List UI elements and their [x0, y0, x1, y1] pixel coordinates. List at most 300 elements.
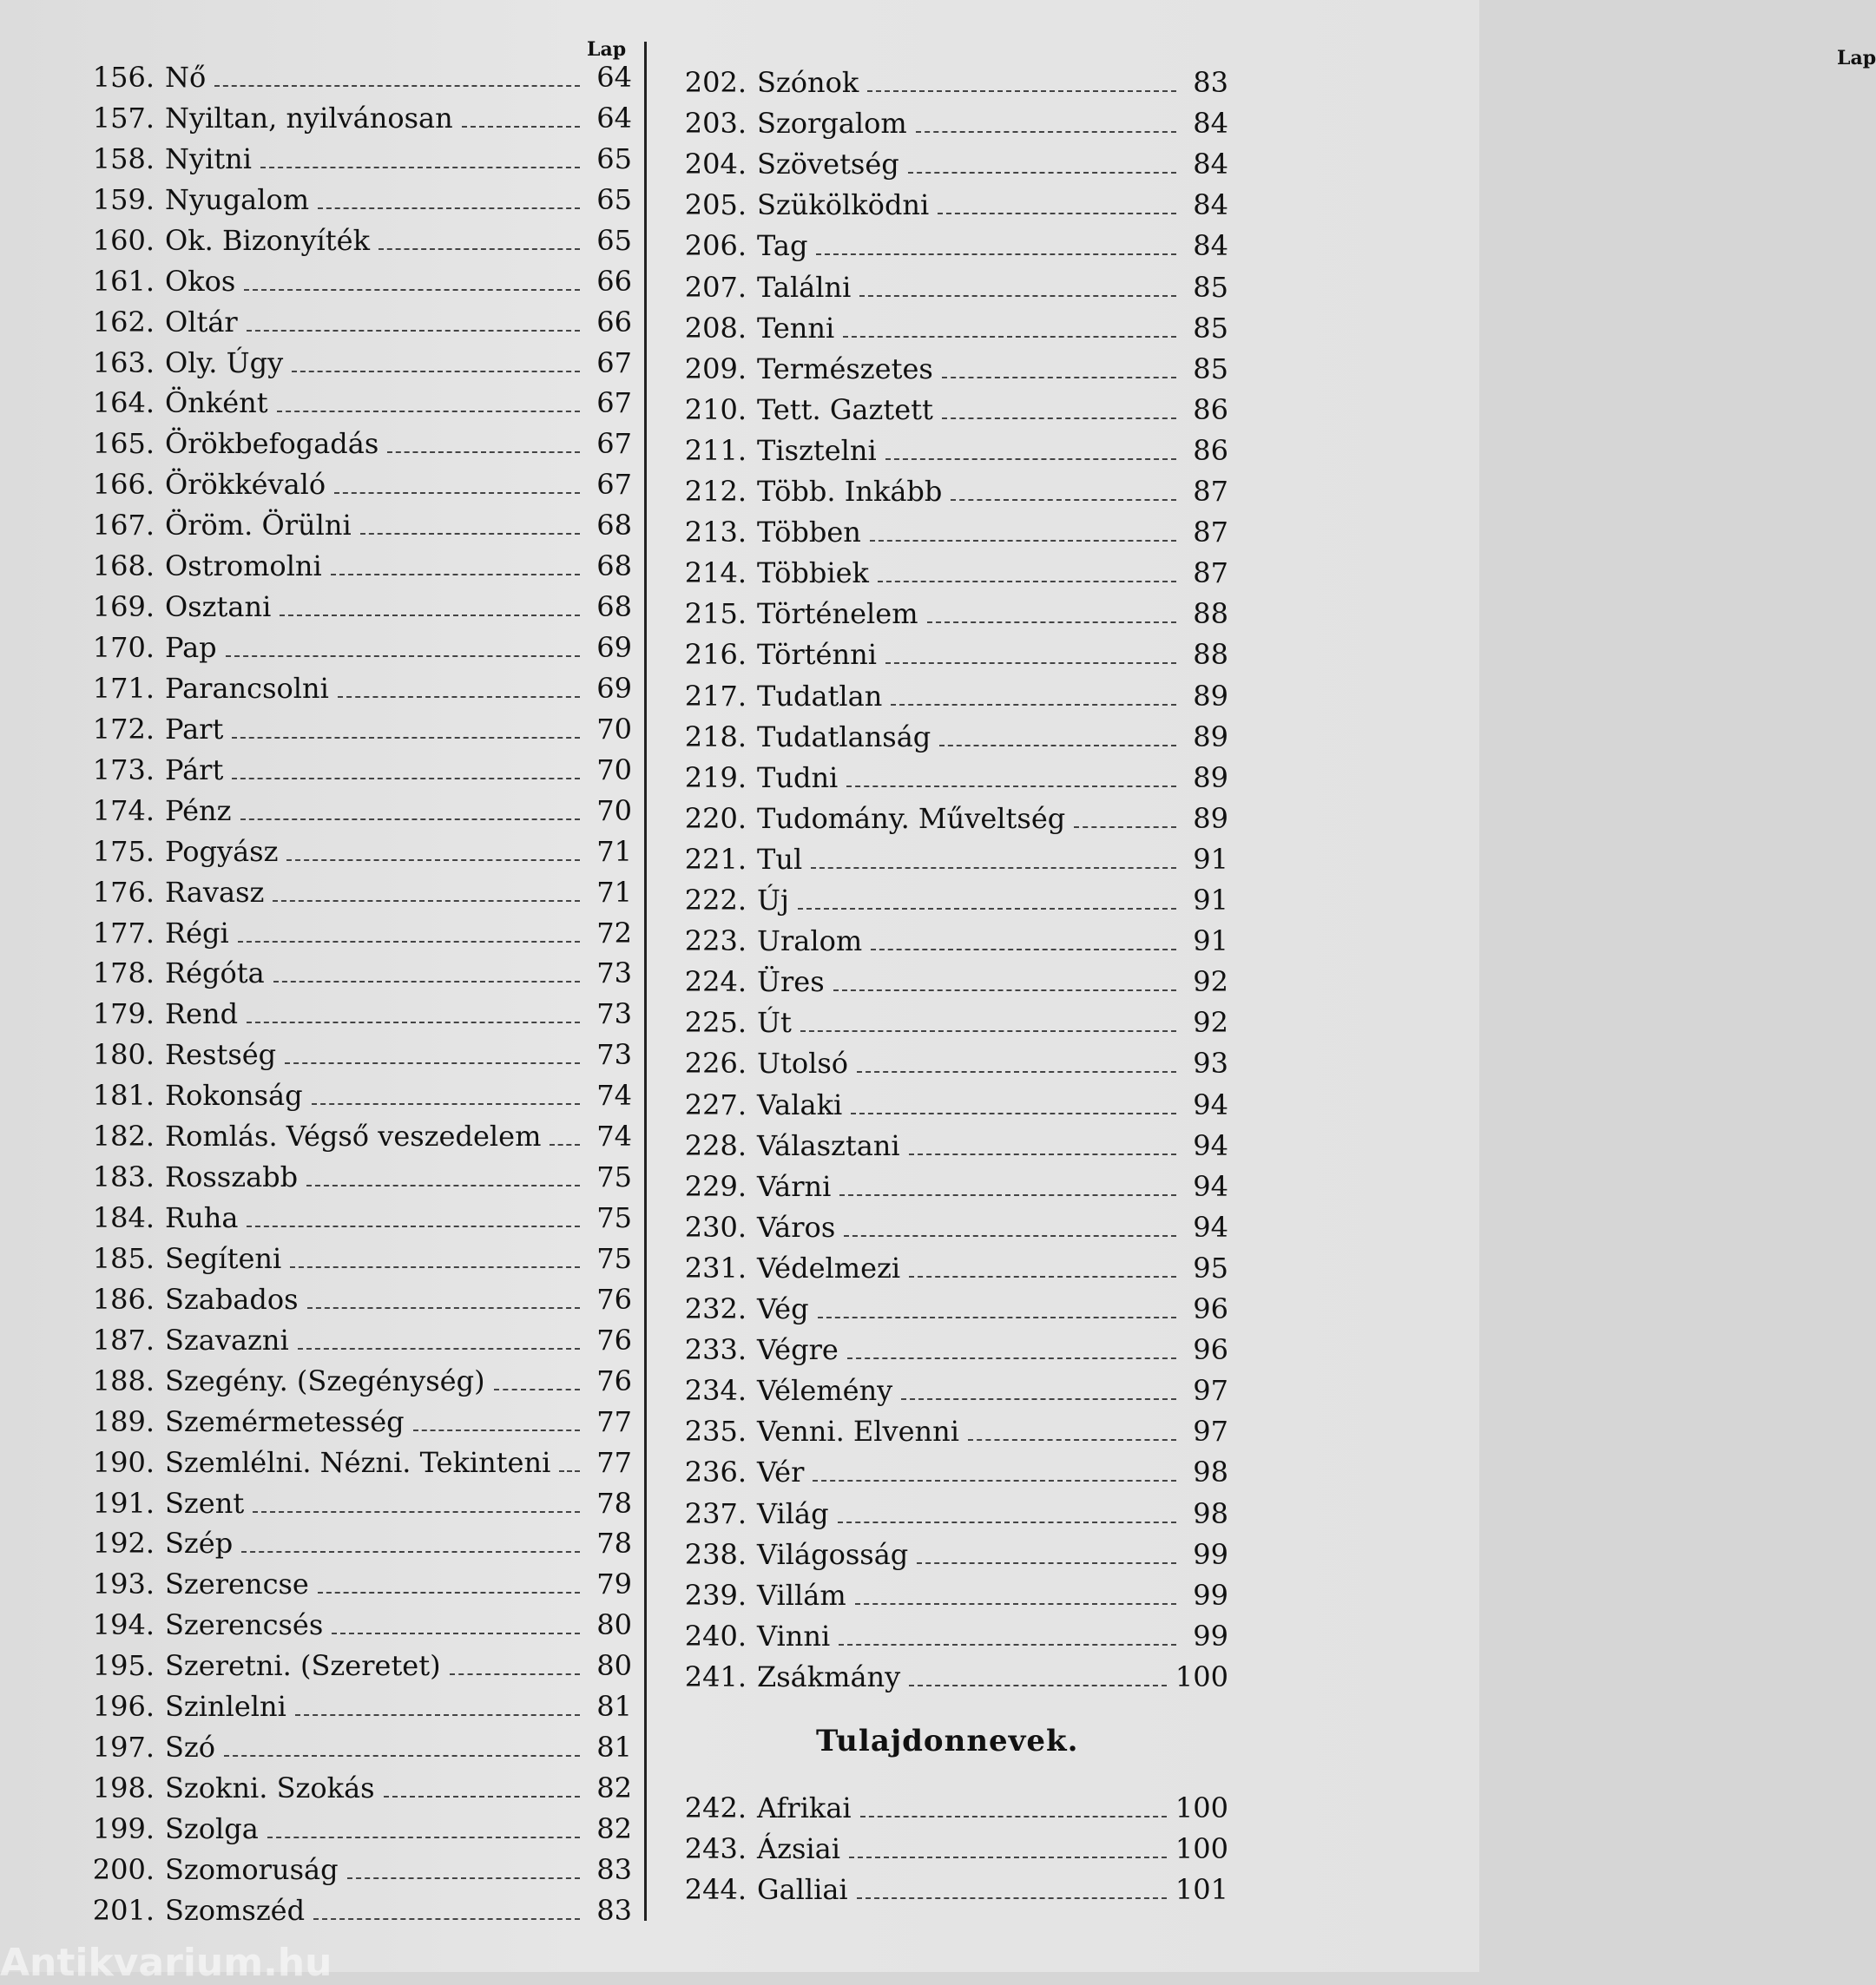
- entry-title: Valaki: [757, 1088, 843, 1121]
- entry-title: Szerencsés: [165, 1608, 324, 1642]
- entry-page-number: 89: [1193, 679, 1228, 713]
- entry-title: Pogyász: [165, 834, 279, 868]
- entry-number: 239.: [684, 1578, 747, 1612]
- entry-title: Rosszabb: [165, 1160, 299, 1194]
- entry-title: Történelem: [757, 597, 918, 631]
- entry-page-number: 65: [596, 141, 632, 175]
- index-entry: [52, 224, 632, 264]
- index-entry: [52, 672, 632, 712]
- entry-page-number: 98: [1193, 1456, 1228, 1489]
- entry-title: Szabados: [165, 1282, 299, 1316]
- entry-title: Ostromolni: [165, 549, 322, 583]
- entry-number: 192.: [92, 1527, 155, 1561]
- entry-page-number: 83: [1193, 66, 1228, 99]
- entry-title: Szükölködni: [757, 188, 930, 222]
- index-entry: [52, 1446, 632, 1486]
- entry-page-number: 80: [596, 1649, 632, 1683]
- entry-title: Tudomány. Műveltség: [757, 801, 1066, 835]
- entry-title: Nő: [165, 61, 207, 94]
- dot-leader: [318, 1592, 580, 1594]
- entry-page-number: 95: [1193, 1251, 1228, 1285]
- entry-page-number: 71: [596, 834, 632, 868]
- entry-page-number: 91: [1193, 924, 1228, 958]
- entry-title: Ravasz: [165, 875, 265, 909]
- index-entry: [660, 516, 1228, 555]
- entry-number: 234.: [684, 1374, 747, 1408]
- index-entry: [660, 66, 1228, 106]
- entry-page-number: 73: [596, 1038, 632, 1072]
- entry-title: Szent: [165, 1486, 245, 1520]
- entry-number: 167.: [92, 509, 155, 542]
- entry-number: 211.: [684, 433, 747, 467]
- index-entry: [52, 142, 632, 182]
- entry-page-number: 68: [596, 509, 632, 542]
- entry-title: Történni: [757, 638, 877, 672]
- entry-page-number: 83: [596, 1852, 632, 1886]
- index-entry: [660, 1333, 1228, 1373]
- entry-page-number: 94: [1193, 1210, 1228, 1244]
- entry-number: 219.: [684, 760, 747, 794]
- entry-title: Tisztelni: [757, 433, 877, 467]
- entry-page-number: 94: [1193, 1088, 1228, 1121]
- entry-title: Természetes: [757, 352, 933, 385]
- entry-number: 169.: [92, 590, 155, 624]
- entry-page-number: 67: [596, 427, 632, 461]
- entry-page-number: 69: [596, 671, 632, 705]
- entry-number: 226.: [684, 1047, 747, 1081]
- index-entry: [660, 1292, 1228, 1332]
- entry-number: 194.: [92, 1608, 155, 1642]
- entry-page-number: 76: [596, 1364, 632, 1397]
- entry-page-number: 84: [1193, 188, 1228, 222]
- index-entry: [660, 1660, 1228, 1700]
- entry-number: 236.: [684, 1456, 747, 1489]
- dot-leader: [878, 581, 1176, 582]
- dot-leader: [238, 941, 580, 943]
- entry-number: 174.: [92, 793, 155, 827]
- entry-title: Segíteni: [165, 1241, 282, 1275]
- entry-title: Zsákmány: [757, 1660, 901, 1693]
- index-entry: [52, 1283, 632, 1323]
- entry-number: 179.: [92, 997, 155, 1031]
- index-entry: [52, 346, 632, 386]
- dot-leader: [347, 1877, 580, 1879]
- dot-leader: [247, 330, 580, 332]
- dot-leader: [838, 1522, 1176, 1523]
- entry-title: Vélemény: [757, 1374, 893, 1408]
- entry-page-number: 84: [1193, 148, 1228, 181]
- entry-number: 228.: [684, 1128, 747, 1162]
- dot-leader: [800, 1030, 1176, 1032]
- index-entry: [52, 427, 632, 467]
- entry-number: 231.: [684, 1251, 747, 1285]
- dot-leader: [413, 1430, 580, 1431]
- entry-page-number: 96: [1193, 1292, 1228, 1325]
- entry-number: 160.: [92, 223, 155, 257]
- entry-page-number: 71: [596, 875, 632, 909]
- dot-leader: [253, 1511, 580, 1513]
- index-entry: [52, 1324, 632, 1364]
- entry-title: Rend: [165, 997, 239, 1031]
- entry-number: 205.: [684, 188, 747, 222]
- dot-leader: [901, 1398, 1176, 1400]
- dot-leader: [332, 1633, 580, 1634]
- entry-page-number: 86: [1193, 392, 1228, 426]
- entry-number: 171.: [92, 671, 155, 705]
- index-entry: [660, 107, 1228, 147]
- entry-title: Ok. Bizonyíték: [165, 223, 370, 257]
- entry-title: Oly. Úgy: [165, 345, 284, 379]
- entry-title: Szokni. Szokás: [165, 1771, 375, 1805]
- dot-leader: [334, 492, 580, 494]
- dot-leader: [273, 900, 580, 902]
- entry-title: Szép: [165, 1527, 234, 1561]
- entry-title: Nyitni: [165, 141, 253, 175]
- dot-leader: [870, 540, 1176, 542]
- dot-leader: [260, 167, 580, 168]
- entry-page-number: 73: [596, 956, 632, 990]
- entry-title: Vég: [757, 1292, 809, 1325]
- entry-number: 223.: [684, 924, 747, 958]
- dot-leader: [286, 859, 580, 861]
- entry-number: 173.: [92, 753, 155, 786]
- dot-leader: [224, 1755, 580, 1757]
- entry-title: Okos: [165, 264, 236, 298]
- dot-leader: [298, 1348, 580, 1350]
- entry-page-number: 91: [1193, 884, 1228, 917]
- index-entry: [52, 956, 632, 996]
- index-entry: [660, 843, 1228, 883]
- index-entry: [660, 188, 1228, 228]
- entry-title: Új: [757, 884, 789, 917]
- index-entry: [660, 924, 1228, 964]
- entry-title: Tett. Gaztett: [757, 392, 933, 426]
- entry-number: 157.: [92, 101, 155, 135]
- index-entry: [660, 148, 1228, 187]
- index-entry: [52, 917, 632, 956]
- entry-number: 222.: [684, 884, 747, 917]
- index-entry: [660, 1497, 1228, 1537]
- entry-number: 240.: [684, 1619, 747, 1653]
- entry-title: Venni. Elvenni: [757, 1415, 959, 1449]
- dot-leader: [867, 90, 1176, 92]
- index-entry: [52, 794, 632, 834]
- index-entry: [52, 1487, 632, 1527]
- column-divider: [644, 42, 647, 1921]
- entry-page-number: 74: [596, 1120, 632, 1154]
- dot-leader: [384, 1796, 580, 1798]
- entry-title: Több. Inkább: [757, 475, 943, 508]
- entry-page-number: 99: [1193, 1578, 1228, 1612]
- entry-title: Szegény. (Szegénység): [165, 1364, 485, 1397]
- entry-page-number: 97: [1193, 1415, 1228, 1449]
- entry-title: Nyiltan, nyilvánosan: [165, 101, 453, 135]
- entry-page-number: 72: [596, 916, 632, 950]
- entry-number: 229.: [684, 1169, 747, 1203]
- entry-title: Romlás. Végső veszedelem: [165, 1120, 542, 1154]
- entry-number: 164.: [92, 386, 155, 420]
- dot-leader: [241, 1551, 580, 1553]
- dot-leader: [871, 949, 1176, 950]
- index-entry: [660, 1873, 1228, 1913]
- index-entry: [660, 1129, 1228, 1169]
- entry-page-number: 94: [1193, 1128, 1228, 1162]
- entry-page-number: 88: [1193, 597, 1228, 631]
- entry-number: 168.: [92, 549, 155, 583]
- entry-number: 203.: [684, 107, 747, 141]
- entry-number: 220.: [684, 801, 747, 835]
- lap-header-right: Lap: [1837, 47, 1876, 69]
- entry-number: 158.: [92, 141, 155, 175]
- entry-number: 200.: [92, 1852, 155, 1886]
- index-entry: [52, 1690, 632, 1730]
- entry-title: Szó: [165, 1731, 216, 1765]
- entry-page-number: 86: [1193, 433, 1228, 467]
- entry-title: Galliai: [757, 1873, 848, 1907]
- index-entry: [52, 183, 632, 223]
- index-entry: [52, 590, 632, 630]
- entry-number: 184.: [92, 1201, 155, 1235]
- dot-leader: [849, 1857, 1167, 1858]
- index-entry: [52, 1894, 632, 1934]
- dot-leader: [909, 1276, 1176, 1278]
- index-entry: [52, 1812, 632, 1852]
- dot-leader: [917, 1562, 1176, 1564]
- index-entry: [52, 876, 632, 916]
- dot-leader: [927, 621, 1176, 623]
- index-entry: [52, 509, 632, 549]
- entry-number: 218.: [684, 720, 747, 753]
- index-entry: [52, 835, 632, 875]
- index-entry: [660, 352, 1228, 392]
- entry-title: Többen: [757, 516, 861, 549]
- entry-title: Vér: [757, 1456, 805, 1489]
- index-entry: [660, 1579, 1228, 1619]
- entry-page-number: 99: [1193, 1537, 1228, 1571]
- entry-number: 156.: [92, 61, 155, 94]
- dot-leader: [247, 1022, 580, 1023]
- entry-title: Tudni: [757, 760, 839, 794]
- entry-page-number: 84: [1193, 229, 1228, 263]
- index-entry: [52, 1527, 632, 1567]
- dot-leader: [360, 533, 580, 535]
- entry-title: Szövetség: [757, 148, 899, 181]
- entry-title: Örökkévaló: [165, 468, 326, 502]
- dot-leader: [331, 574, 580, 575]
- entry-page-number: 82: [596, 1811, 632, 1845]
- entry-number: 180.: [92, 1038, 155, 1072]
- entry-number: 209.: [684, 352, 747, 385]
- index-entry: [52, 1160, 632, 1200]
- entry-number: 235.: [684, 1415, 747, 1449]
- entry-page-number: 65: [596, 182, 632, 216]
- entry-page-number: 64: [596, 101, 632, 135]
- entry-title: Szolga: [165, 1811, 259, 1845]
- entry-page-number: 77: [596, 1445, 632, 1479]
- entry-title: Út: [757, 1006, 792, 1040]
- index-entry: [660, 884, 1228, 923]
- entry-number: 241.: [684, 1660, 747, 1693]
- entry-number: 195.: [92, 1649, 155, 1683]
- entry-page-number: 77: [596, 1404, 632, 1438]
- dot-leader: [232, 737, 580, 739]
- entry-title: Védelmezi: [757, 1251, 901, 1285]
- dot-leader: [855, 1603, 1176, 1605]
- entry-title: Nyugalom: [165, 182, 310, 216]
- entry-title: Vinni: [757, 1619, 831, 1653]
- entry-title: Világ: [757, 1496, 829, 1530]
- entry-page-number: 70: [596, 793, 632, 827]
- entry-title: Választani: [757, 1128, 900, 1162]
- index-entry: [660, 1791, 1228, 1831]
- dot-leader: [942, 377, 1176, 378]
- dot-leader: [280, 615, 580, 616]
- entry-page-number: 76: [596, 1282, 632, 1316]
- entry-title: Város: [757, 1210, 836, 1244]
- dot-leader: [226, 655, 580, 657]
- dot-leader: [313, 1918, 580, 1920]
- dot-leader: [292, 371, 580, 372]
- entry-page-number: 92: [1193, 965, 1228, 999]
- index-entry: [52, 1649, 632, 1689]
- dot-leader: [908, 172, 1176, 174]
- dot-leader: [387, 451, 580, 453]
- entry-number: 232.: [684, 1292, 747, 1325]
- entry-page-number: 80: [596, 1608, 632, 1642]
- index-entry: [52, 61, 632, 101]
- dot-leader: [307, 1307, 580, 1309]
- entry-page-number: 70: [596, 712, 632, 746]
- entry-title: Utolsó: [757, 1047, 849, 1081]
- entry-page-number: 94: [1193, 1169, 1228, 1203]
- index-entry: [52, 1079, 632, 1119]
- index-entry: [660, 393, 1228, 433]
- entry-title: Tudatlanság: [757, 720, 931, 753]
- entry-page-number: 96: [1193, 1333, 1228, 1367]
- index-entry: [52, 1038, 632, 1078]
- entry-title: Szemlélni. Nézni. Tekinteni: [165, 1445, 551, 1479]
- entry-page-number: 82: [596, 1771, 632, 1805]
- index-entry: [52, 1853, 632, 1893]
- entry-page-number: 89: [1193, 801, 1228, 835]
- entry-title: Szomoruság: [165, 1852, 339, 1886]
- entry-page-number: 87: [1193, 556, 1228, 590]
- entry-number: 188.: [92, 1364, 155, 1397]
- entry-number: 216.: [684, 638, 747, 672]
- dot-leader: [844, 1235, 1176, 1237]
- entry-number: 189.: [92, 1404, 155, 1438]
- entry-title: Öröm. Örülni: [165, 509, 352, 542]
- dot-leader: [811, 867, 1176, 869]
- entry-page-number: 73: [596, 997, 632, 1031]
- index-entry: [660, 1832, 1228, 1872]
- entry-title: Szónok: [757, 66, 859, 99]
- dot-leader: [942, 417, 1176, 419]
- entry-number: 233.: [684, 1333, 747, 1367]
- entry-number: 163.: [92, 345, 155, 379]
- entry-page-number: 66: [596, 264, 632, 298]
- entry-title: Szeretni. (Szeretet): [165, 1649, 441, 1683]
- entry-number: 225.: [684, 1006, 747, 1040]
- dot-leader: [338, 696, 580, 698]
- dot-leader: [244, 289, 580, 291]
- entry-number: 244.: [684, 1873, 747, 1907]
- entry-page-number: 85: [1193, 270, 1228, 304]
- index-entry: [660, 1211, 1228, 1251]
- watermark-text: Antikvarium.hu: [0, 1941, 332, 1985]
- entry-page-number: 99: [1193, 1619, 1228, 1653]
- entry-number: 243.: [684, 1832, 747, 1866]
- dot-leader: [290, 1266, 580, 1268]
- dot-leader: [559, 1470, 580, 1472]
- entry-page-number: 64: [596, 61, 632, 94]
- entry-title: Tul: [757, 842, 803, 876]
- index-entry: [52, 1120, 632, 1160]
- dot-leader: [857, 1897, 1167, 1899]
- entry-number: 193.: [92, 1568, 155, 1601]
- dot-leader: [494, 1389, 580, 1390]
- dot-leader: [847, 1357, 1176, 1359]
- index-entry: [660, 1538, 1228, 1578]
- entry-page-number: 68: [596, 590, 632, 624]
- dot-leader: [909, 1154, 1176, 1155]
- entry-number: 170.: [92, 631, 155, 665]
- entry-title: Régi: [165, 916, 229, 950]
- entry-number: 185.: [92, 1241, 155, 1275]
- entry-title: Uralom: [757, 924, 863, 958]
- index-entry: [52, 1201, 632, 1241]
- entry-page-number: 79: [596, 1568, 632, 1601]
- index-entry: [52, 631, 632, 671]
- dot-leader: [843, 336, 1176, 338]
- index-entry: [660, 802, 1228, 842]
- dot-leader: [214, 85, 580, 87]
- entry-number: 176.: [92, 875, 155, 909]
- index-entry: [660, 434, 1228, 474]
- entry-title: Osztani: [165, 590, 272, 624]
- entry-title: Örökbefogadás: [165, 427, 379, 461]
- entry-title: Villám: [757, 1578, 846, 1612]
- entry-number: 177.: [92, 916, 155, 950]
- entry-page-number: 84: [1193, 107, 1228, 141]
- dot-leader: [247, 1226, 580, 1227]
- entry-number: 213.: [684, 516, 747, 549]
- entry-page-number: 88: [1193, 638, 1228, 672]
- entry-title: Végre: [757, 1333, 839, 1367]
- entry-number: 217.: [684, 679, 747, 713]
- entry-number: 224.: [684, 965, 747, 999]
- dot-leader: [859, 295, 1176, 297]
- lap-header-left: Lap: [587, 38, 627, 61]
- entry-page-number: 68: [596, 549, 632, 583]
- index-entry: [660, 761, 1228, 801]
- entry-page-number: 87: [1193, 475, 1228, 508]
- index-entry: [52, 1242, 632, 1282]
- dot-leader: [818, 1317, 1176, 1318]
- dot-leader: [839, 1644, 1176, 1646]
- entry-page-number: 85: [1193, 352, 1228, 385]
- index-entry: [52, 265, 632, 305]
- dot-leader: [885, 662, 1176, 664]
- entry-page-number: 101: [1175, 1873, 1228, 1907]
- entry-number: 208.: [684, 311, 747, 345]
- entry-title: Rokonság: [165, 1079, 303, 1113]
- entry-page-number: 100: [1175, 1791, 1228, 1824]
- entry-page-number: 70: [596, 753, 632, 786]
- index-entry: [52, 1771, 632, 1811]
- entry-page-number: 78: [596, 1486, 632, 1520]
- entry-number: 242.: [684, 1791, 747, 1824]
